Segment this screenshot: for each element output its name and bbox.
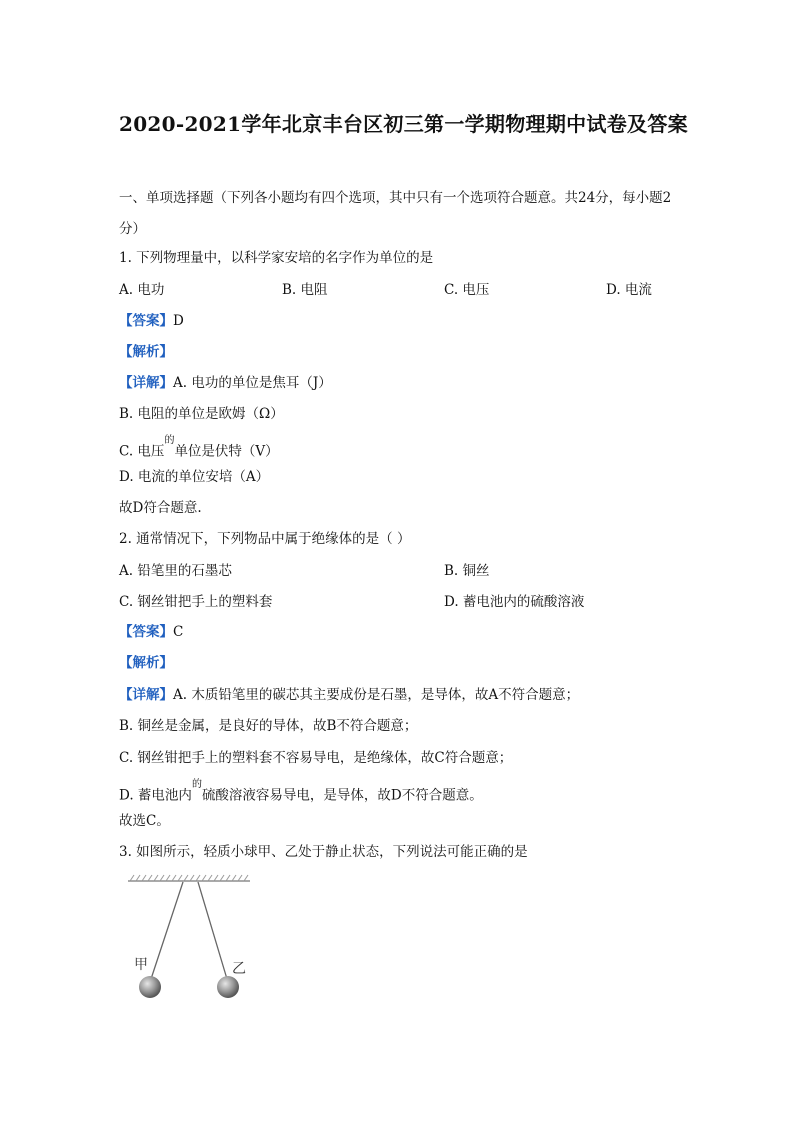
detail-text: A. 木质铅笔里的碳芯其主要成份是石墨，是导体，故A不符合题意； (173, 687, 580, 703)
detail-tag: 【详解】 (119, 375, 173, 391)
label-jia: 甲 (134, 957, 148, 973)
q1-option-c: C. 电压 (444, 282, 490, 298)
label-yi: 乙 (232, 961, 246, 977)
question-1-stem: 1. 下列物理量中，以科学家安培的名字作为单位的是 (119, 250, 434, 266)
q1-conclusion: 故D符合题意. (119, 500, 202, 516)
q1-answer (119, 311, 184, 331)
ball-yi (217, 976, 239, 998)
answer-tag: 【答案】 (119, 624, 173, 640)
pendulum-diagram (126, 873, 256, 1003)
ceiling-hatching (130, 875, 248, 881)
q2-detail-d (119, 779, 483, 806)
q1-detail-d: D. 电流的单位安培（A） (119, 469, 270, 485)
detail-text: 硫酸溶液容易导电，是导体，故D不符合题意。 (201, 787, 483, 804)
q2-detail-b: B. 铜丝是金属，是良好的导体，故B不符合题意； (119, 718, 418, 734)
ball-jia (139, 976, 161, 998)
string-left (151, 882, 183, 979)
q2-detail-c: C. 钢丝钳把手上的塑料套不容易导电，是绝缘体，故C符合题意； (119, 750, 513, 766)
detail-superscript: 的 (191, 779, 202, 790)
q2-conclusion: 故选C。 (119, 813, 170, 829)
q2-option-b: B. 铜丝 (444, 563, 490, 579)
page-title: 2020-2021学年北京丰台区初三第一学期物理期中试卷及答案 (119, 112, 688, 136)
q1-detail-c (119, 435, 279, 462)
question-2-stem: 2. 通常情况下，下列物品中属于绝缘体的是（ ） (119, 531, 411, 547)
detail-tag: 【详解】 (119, 687, 173, 703)
q2-analysis-tag: 【解析】 (119, 655, 173, 671)
answer-tag: 【答案】 (119, 313, 173, 329)
answer-value: D (173, 313, 184, 329)
detail-text: 单位是伏特（V） (174, 443, 279, 460)
detail-text: C. 电压 (119, 443, 165, 460)
q1-option-d: D. 电流 (606, 282, 652, 298)
detail-superscript: 的 (164, 435, 175, 446)
q2-answer (119, 622, 183, 642)
q2-option-d: D. 蓄电池内的硫酸溶液 (444, 594, 585, 610)
question-3-stem: 3. 如图所示，轻质小球甲、乙处于静止状态，下列说法可能正确的是 (119, 844, 528, 860)
q1-analysis-tag: 【解析】 (119, 344, 173, 360)
detail-text: D. 蓄电池内 (119, 787, 192, 804)
q1-detail-b: B. 电阻的单位是欧姆（Ω） (119, 406, 284, 422)
q2-detail-a (119, 685, 579, 705)
answer-value: C (173, 624, 184, 640)
q1-option-b: B. 电阻 (282, 282, 328, 298)
q2-option-a: A. 铅笔里的石墨芯 (119, 563, 232, 579)
detail-text: A. 电功的单位是焦耳（J） (173, 375, 332, 391)
q1-detail-a (119, 373, 332, 393)
section-heading: 一、单项选择题（下列各小题均有四个选项，其中只有一个选项符合题意。共24分，每小题2分） (119, 190, 672, 237)
q1-option-a: A. 电功 (119, 282, 165, 298)
string-right (198, 882, 227, 979)
pendulum-figure (126, 873, 256, 1003)
q2-option-c: C. 钢丝钳把手上的塑料套 (119, 594, 273, 610)
